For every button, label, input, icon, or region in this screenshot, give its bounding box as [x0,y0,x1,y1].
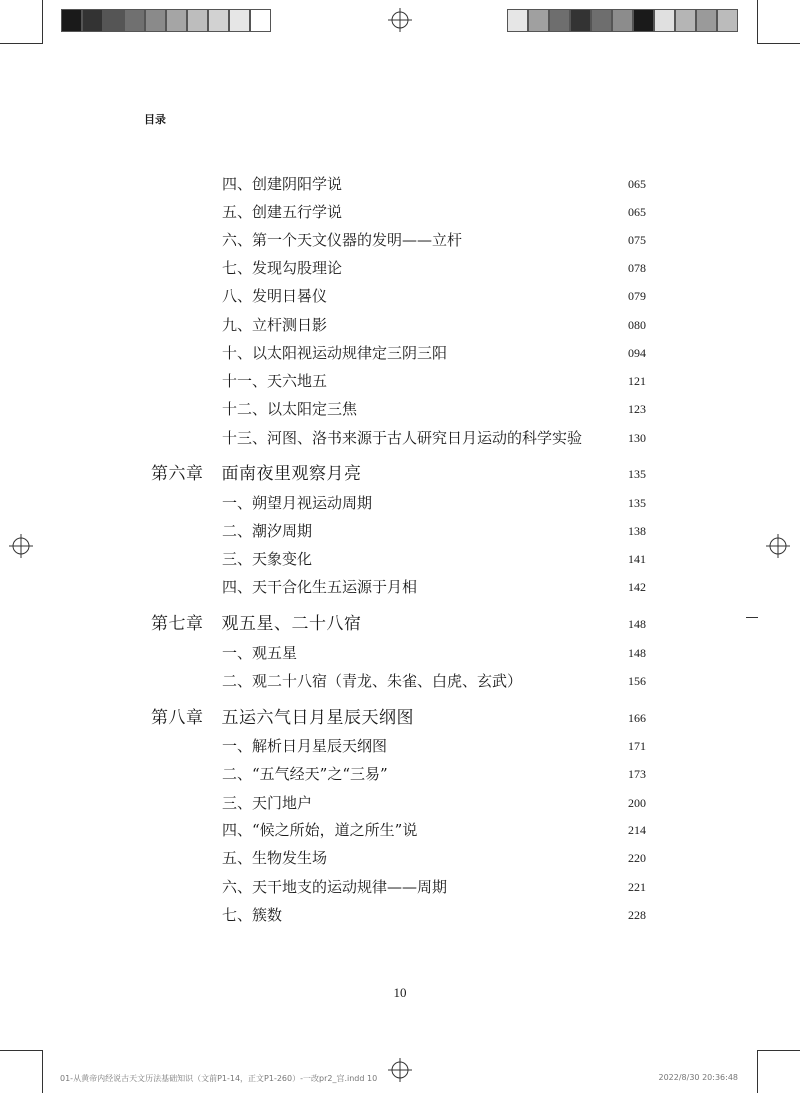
toc-chapter-label [151,705,414,731]
toc-entry-row[interactable] [0,790,800,816]
toc-page-number: 130 [628,431,646,445]
toc-page-number: 075 [628,233,646,247]
toc-entry-label: 一、解析日月星辰天纲图 [222,737,388,755]
toc-page-number: 078 [628,261,646,275]
toc-page-number: 171 [628,739,646,753]
toc-entry-row[interactable] [0,733,800,759]
color-bar-right [507,9,738,32]
color-swatch [633,9,654,32]
toc-entry-label: 三、天象变化 [222,550,313,568]
toc-entry-label: 二、观二十八宿（青龙、朱雀、白虎、玄武） [222,672,523,690]
toc-entry-row[interactable] [0,255,800,281]
toc-entry-label: 二、“五气经天”之“三易” [222,765,388,783]
crop-mark [0,1050,42,1051]
color-swatch [528,9,549,32]
toc-page-number: 138 [628,524,646,538]
toc-entry-row[interactable] [0,640,800,666]
toc-page-number: 121 [628,374,646,388]
toc-entry-label: 十一、天六地五 [222,372,328,390]
toc-page-number: 148 [628,646,646,660]
toc-page-number: 173 [628,767,646,781]
toc-entry-label: 七、簇数 [222,906,283,924]
toc-entry-row[interactable] [0,902,800,928]
toc-page-number: 200 [628,796,646,810]
toc-entry-row[interactable] [0,227,800,253]
toc-entry-label: 三、天门地户 [222,794,313,812]
toc-chapter-row[interactable] [0,705,800,731]
color-swatch [696,9,717,32]
color-bar-left [61,9,271,32]
toc-entry-row[interactable] [0,574,800,600]
toc-page-number: 142 [628,580,646,594]
toc-entry-row[interactable] [0,761,800,787]
toc-entry-label: 六、第一个天文仪器的发明——立杆 [222,231,463,249]
toc-entry-label: 十三、河图、洛书来源于古人研究日月运动的科学实验 [222,429,583,447]
toc-page-number: 141 [628,552,646,566]
toc-page-number: 094 [628,346,646,360]
toc-entry-row[interactable] [0,312,800,338]
color-swatch [82,9,103,32]
toc-entry-label: 二、潮汐周期 [222,522,313,540]
chapter-title: 五运六气日月星辰天纲图 [221,708,414,728]
color-swatch [570,9,591,32]
toc-page-number: 156 [628,674,646,688]
toc-entry-row[interactable] [0,490,800,516]
color-swatch [124,9,145,32]
toc-entry-label: 一、朔望月视运动周期 [222,494,373,512]
slug-file-info: 01-从黄帝内经说古天文历法基础知识（文前P1-14，正文P1-260）-一改pr2_宫.indd 10 [60,1074,378,1083]
toc-entry-row[interactable] [0,518,800,544]
toc-entry-row[interactable] [0,845,800,871]
crop-mark [42,0,43,44]
color-swatch [507,9,528,32]
toc-chapter-row[interactable] [0,611,800,637]
chapter-number: 第七章 [151,614,204,634]
crop-mark [0,43,42,44]
toc-entry-row[interactable] [0,199,800,225]
toc-entry-label: 四、天干合化生五运源于月相 [222,578,418,596]
toc-page-number: 166 [628,711,646,725]
toc-chapter-label [151,461,362,487]
toc-entry-row[interactable] [0,171,800,197]
crop-mark [757,1050,758,1093]
color-swatch [675,9,696,32]
toc-page-number: 079 [628,289,646,303]
toc-page-number: 135 [628,467,646,481]
color-swatch [717,9,738,32]
color-swatch [103,9,124,32]
toc-page-number: 065 [628,205,646,219]
toc-entry-label: 五、创建五行学说 [222,203,343,221]
color-swatch [61,9,82,32]
toc-page-number: 214 [628,823,646,837]
toc-page-number: 148 [628,617,646,631]
toc-entry-row[interactable] [0,396,800,422]
toc-entry-row[interactable] [0,668,800,694]
registration-mark-icon [388,1058,412,1082]
color-swatch [612,9,633,32]
toc-entry-label: 十二、以太阳定三焦 [222,400,358,418]
toc-page-number: 220 [628,851,646,865]
toc-entry-label: 十、以太阳视运动规律定三阴三阳 [222,344,448,362]
toc-entry-label: 四、“候之所始，道之所生”说 [222,821,418,839]
toc-entry-label: 六、天干地支的运动规律——周期 [222,878,448,896]
toc-entry-label: 七、发现勾股理论 [222,259,343,277]
toc-page-number: 135 [628,496,646,510]
crop-mark [757,0,758,44]
crop-mark [42,1050,43,1093]
toc-chapter-label [151,611,362,637]
toc-entry-row[interactable] [0,817,800,843]
chapter-number: 第八章 [151,708,204,728]
toc-entry-row[interactable] [0,368,800,394]
color-swatch [229,9,250,32]
toc-entry-label: 五、生物发生场 [222,849,328,867]
color-swatch [549,9,570,32]
registration-mark-icon [388,8,412,32]
color-swatch [591,9,612,32]
toc-entry-label: 四、创建阴阳学说 [222,175,343,193]
toc-page-number: 080 [628,318,646,332]
crop-mark [758,43,800,44]
toc-entry-row[interactable] [0,546,800,572]
toc-entry-row[interactable] [0,340,800,366]
crop-mark [758,1050,800,1051]
chapter-number: 第六章 [151,464,204,484]
toc-page-number: 065 [628,177,646,191]
toc-page-number: 228 [628,908,646,922]
page-number: 10 [393,985,407,1000]
toc-chapter-row[interactable] [0,461,800,487]
toc-entry-row[interactable] [0,425,800,451]
toc-entry-label: 九、立杆测日影 [222,316,328,334]
toc-entry-row[interactable] [0,874,800,900]
running-header: 目录 [144,113,166,126]
color-swatch [145,9,166,32]
toc-entry-label: 八、发明日晷仪 [222,287,328,305]
toc-page-number: 123 [628,402,646,416]
color-swatch [208,9,229,32]
toc-entry-row[interactable] [0,283,800,309]
toc-page-number: 221 [628,880,646,894]
chapter-title: 观五星、二十八宿 [221,614,362,634]
toc-entry-label: 一、观五星 [222,644,298,662]
slug-timestamp: 2022/8/30 20:36:48 [658,1073,738,1082]
color-swatch [654,9,675,32]
color-swatch [187,9,208,32]
chapter-title: 面南夜里观察月亮 [221,464,362,484]
color-swatch [250,9,271,32]
color-swatch [166,9,187,32]
